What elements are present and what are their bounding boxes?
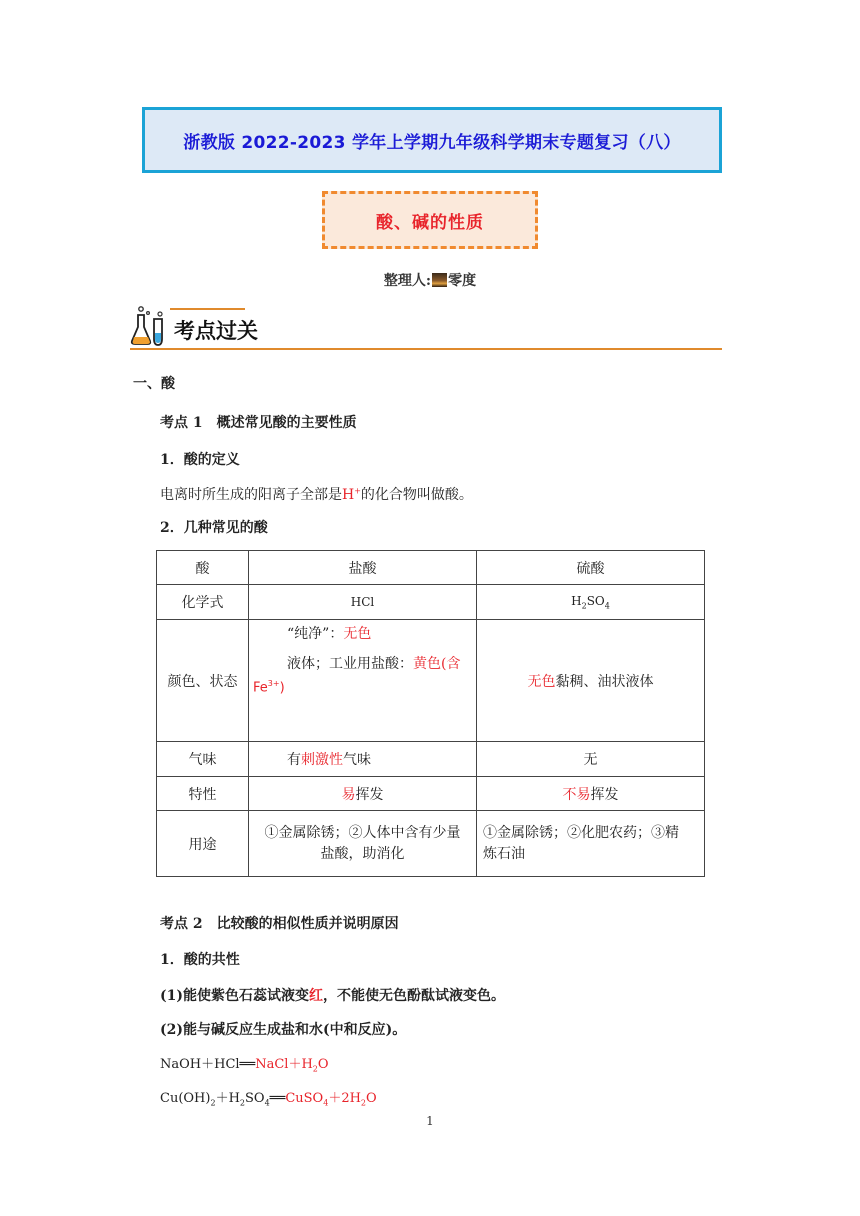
hcl-use-line-1: ①金属除锈；②人体中含有少量: [264, 824, 461, 841]
hcl-smell: [249, 742, 477, 777]
hcl-industrial-line: [253, 654, 472, 674]
hcl-smell-pre: 有: [287, 752, 301, 768]
eq2-plus-h: ＋H: [215, 1091, 240, 1106]
eq2-o: O: [366, 1091, 377, 1106]
hcl-industrial-color: 黄色(含: [413, 656, 461, 672]
fe-symbol: Fe: [253, 680, 268, 696]
hcl-fe-ion: [253, 674, 472, 698]
equation-1: [160, 1053, 329, 1074]
compiler-label: 整理人:: [383, 273, 432, 289]
hcl-property-post: 挥发: [355, 786, 384, 803]
equation-2: [160, 1087, 377, 1108]
table-row-use: [157, 811, 705, 877]
h2so4-property-red: 不易: [562, 786, 591, 803]
header-hcl: 盐酸: [249, 551, 477, 585]
compiler-name: 零度: [448, 273, 477, 289]
h2so4-h: H: [571, 593, 582, 608]
equation-2-right: [285, 1091, 376, 1106]
color-state-label: 颜色、状态: [157, 620, 249, 742]
ion-symbol: H: [342, 487, 355, 503]
topic-box: [322, 191, 538, 249]
point-2-heading: 考点 2 比较酸的相似性质并说明原因: [160, 916, 399, 932]
h2so4-property-post: 挥发: [590, 786, 619, 803]
definition-text-post: 的化合物叫做酸。: [360, 487, 473, 503]
eq1-nacl-h: NaCl＋H: [255, 1057, 313, 1072]
h2so4-so: SO: [586, 593, 605, 608]
topic-title: 酸、碱的性质: [376, 212, 484, 233]
eq2-equals: ══: [269, 1091, 286, 1106]
document-title-box: [142, 107, 722, 173]
hcl-property: [249, 777, 477, 811]
hcl-use: [249, 811, 477, 877]
hcl-property-red: 易: [341, 786, 356, 803]
fe-charge: 3+: [267, 679, 280, 688]
compiler-avatar-icon: [432, 273, 447, 287]
common-acids-heading: 2．几种常见的酸: [160, 520, 268, 536]
table-row-formula: [157, 585, 705, 620]
fe-close-paren: ): [279, 680, 285, 696]
h2so4-color: 无色: [527, 673, 556, 690]
h2so4-sub-4: 4: [604, 601, 610, 611]
table-row-property: [157, 777, 705, 811]
h2so4-sub-2: 2: [581, 601, 587, 611]
h2so4-color-state: [477, 620, 705, 742]
equation-1-right: [255, 1057, 328, 1072]
eq2-so: SO: [245, 1091, 265, 1106]
ion-charge: +: [354, 486, 361, 496]
compiler-line: [0, 270, 860, 290]
h2so4-state: 黏稠、油状液体: [555, 673, 654, 690]
formula-label: 化学式: [157, 585, 249, 620]
table-row-color-state: [157, 620, 705, 742]
definition-text-pre: 电离时所生成的阳离子全部是: [160, 487, 342, 503]
h2so4-formula: [477, 585, 705, 620]
part-heading: 一、酸: [133, 376, 175, 392]
eq2-sub-a: 2: [210, 1098, 216, 1108]
hcl-liquid-text: 液体；工业用盐酸：: [287, 656, 413, 672]
lab-flask-icon: [130, 305, 170, 347]
page-number: 1: [426, 1114, 434, 1128]
hcl-formula: HCl: [249, 585, 477, 620]
header-acid: 酸: [157, 551, 249, 585]
eq2-cuso: CuSO: [285, 1091, 324, 1106]
hcl-use-line-2: 盐酸，助消化: [320, 845, 405, 862]
property-2: (2)能与碱反应生成盐和水(中和反应)。: [160, 1022, 407, 1038]
equation-1-left: NaOH＋HCl══: [160, 1057, 256, 1072]
definition-text: [160, 484, 473, 504]
eq2-sub-r1: 4: [323, 1098, 329, 1108]
section-rule: [130, 348, 722, 350]
section-top-line: [170, 308, 245, 310]
hcl-pure-color: 无色: [343, 626, 372, 642]
h2so4-property: [477, 777, 705, 811]
hydrogen-ion: [342, 487, 361, 503]
common-properties-heading: 1．酸的共性: [160, 952, 240, 968]
table-row-smell: [157, 742, 705, 777]
property-1-post: ，不能使无色酚酞试液变色。: [323, 988, 505, 1004]
eq1-sub-2: 2: [312, 1064, 318, 1074]
definition-heading: 1．酸的定义: [160, 452, 240, 468]
h2so4-smell: 无: [477, 742, 705, 777]
property-1-red: 红: [309, 988, 323, 1004]
eq1-o: O: [317, 1057, 329, 1072]
h2so4-use-line-2: 炼石油: [483, 845, 525, 862]
property-label: 特性: [157, 777, 249, 811]
property-1-pre: (1)能使紫色石蕊试液变: [160, 988, 309, 1004]
property-1: [160, 985, 505, 1005]
hcl-smell-post: 气味: [343, 752, 371, 768]
h2so4-use-line-1: ①金属除锈；②化肥农药；③精: [483, 824, 679, 841]
document-title: 浙教版 2022-2023 学年上学期九年级科学期末专题复习（八）: [183, 132, 681, 153]
section-header: [130, 303, 722, 350]
table-header-row: [157, 551, 705, 585]
use-label: 用途: [157, 811, 249, 877]
acid-comparison-table: [156, 550, 705, 877]
eq2-plus-2h: ＋2H: [328, 1091, 361, 1106]
eq2-cuoh: Cu(OH): [160, 1091, 211, 1106]
point-1-heading: 考点 1 概述常见酸的主要性质: [160, 415, 357, 431]
eq2-sub-b: 2: [239, 1098, 245, 1108]
section-label: 考点过关: [174, 319, 258, 343]
eq2-sub-c: 4: [264, 1098, 270, 1108]
h2so4-use: [477, 811, 705, 877]
hcl-smell-red: 刺激性: [301, 752, 343, 768]
header-h2so4: 硫酸: [477, 551, 705, 585]
eq2-sub-r2: 2: [360, 1098, 367, 1108]
hcl-pure-line: [253, 624, 472, 644]
hcl-color-state: [249, 620, 477, 742]
hcl-pure-label: “纯净”：: [287, 626, 344, 642]
smell-label: 气味: [157, 742, 249, 777]
